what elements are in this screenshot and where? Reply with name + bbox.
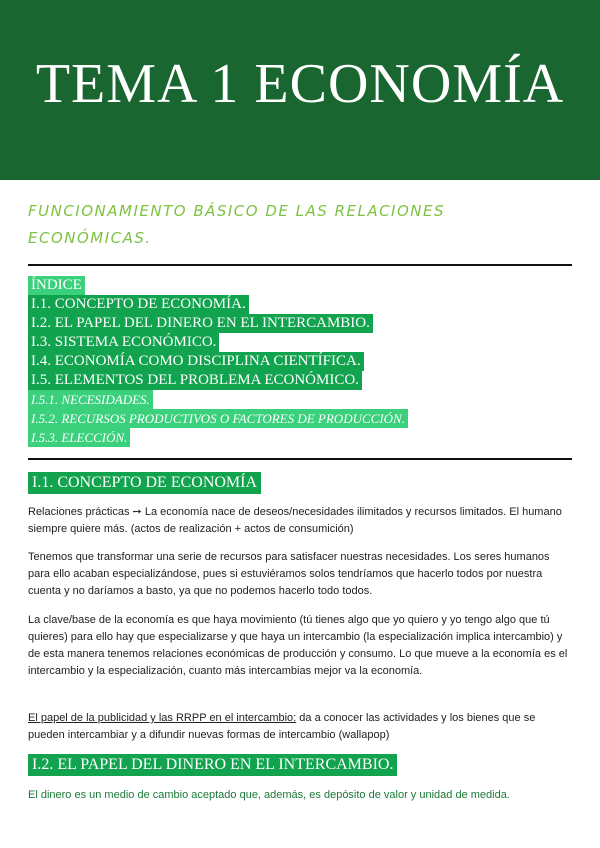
divider [28,458,572,460]
underlined-lead: El papel de la publicidad y las RRPP en el intercambio: [28,712,297,724]
paragraph: Relaciones prácticas ➙ La economía nace de deseos/necesidades ilimitados y recursos limitados. El humano siempre quiere más. (actos de realización + actos de consumición) [28,506,562,535]
index-subitem: I.5.3. ELECCIÓN. [28,428,130,447]
index-subitem: I.5.2. RECURSOS PRODUCTIVOS O FACTORES DE PRODUCCIÓN. [28,409,408,428]
document-subtitle: FUNCIONAMIENTO BÁSICO DE LAS RELACIONES ECONÓMICAS. [28,202,446,247]
section-heading: I.1. CONCEPTO DE ECONOMÍA [28,472,261,494]
index-item: I.2. EL PAPEL DEL DINERO EN EL INTERCAMBIO. [28,314,373,333]
index-item: I.4. ECONOMÍA COMO DISCIPLINA CIENTÍFICA. [28,352,364,371]
index-subitem: I.5.1. NECESIDADES. [28,390,153,409]
paragraph: La clave/base de la economía es que haya movimiento (tú tienes algo que yo quiero y yo tengo algo que tú quieres) para ello hay que especializarse y que haya un intercambio (la especialización implica intercambio) y de esta manera tenemos relaciones económicas de producción y consumo. Lo que mueve a la economía es el intercambio y la especialización, cuanto más intercambias mejor va la economía. [28,614,568,677]
index-item: I.1. CONCEPTO DE ECONOMÍA. [28,295,249,314]
header-banner [0,0,600,180]
paragraph [28,710,574,744]
page-title: TEMA 1 ECONOMÍA [35,53,565,115]
table-of-contents [28,276,588,447]
paragraph: El dinero es un medio de cambio aceptado que, además, es depósito de valor y unidad de medida. [28,789,510,801]
paragraph-text: da a conocer las actividades y los bienes que se pueden intercambiar y a difundir nuevas formas de intercambio (wallapop) [28,712,536,741]
divider [28,264,572,266]
index-heading: ÍNDICE [28,276,85,295]
paragraph: Tenemos que transformar una serie de recursos para satisfacer nuestras necesidades. Los seres humanos para ello acaban especializándose, pues si estuviéramos solos tendríamos que hacerlo todos por nuestra cuenta y no daríamos a basto, ya que no podemos hacerlo todo todos. [28,551,550,597]
index-item: I.5. ELEMENTOS DEL PROBLEMA ECONÓMICO. [28,371,362,390]
index-item: I.3. SISTEMA ECONÓMICO. [28,333,219,352]
section-heading: I.2. EL PAPEL DEL DINERO EN EL INTERCAMBIO. [28,754,397,776]
